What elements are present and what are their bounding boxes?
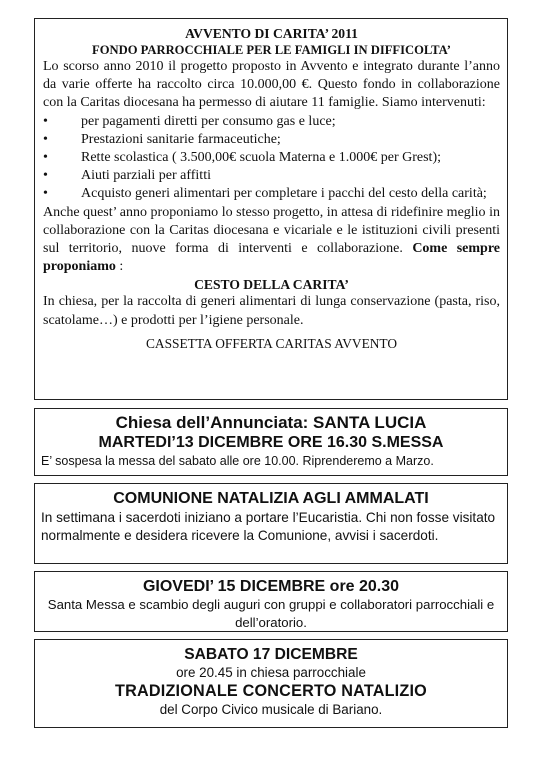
comunione-title: COMUNIONE NATALIZIA AGLI AMMALATI	[113, 490, 429, 507]
sabato-title: TRADIZIONALE CONCERTO NATALIZIO	[115, 682, 427, 700]
bullet-icon: •	[43, 113, 48, 129]
sabato-by: del Corpo Civico musicale di Bariano.	[159, 702, 383, 717]
bullet-icon: •	[43, 168, 48, 184]
caritas-title: AVVENTO DI CARITA’ 2011	[185, 26, 358, 41]
cesto-text: In chiesa, per la raccolta di generi alimentari di lunga conservazione (pasta, riso, scatolame…) e prodotti per l’igiene personale.	[43, 294, 500, 328]
cesto-title: CESTO DELLA CARITA’	[194, 277, 349, 293]
list-item: • Prestazioni sanitarie farmaceutiche;	[43, 131, 500, 149]
lucia-date: MARTEDI’13 DICEMBRE ORE 16.30 S.MESSA	[98, 434, 444, 451]
bullet-icon: •	[43, 131, 48, 147]
list-item: • per pagamenti diretti per consumo gas e luce;	[43, 113, 500, 131]
list-item: • Rette scolastica ( 3.500,00€ scuola Materna e 1.000€ per Grest);	[43, 149, 500, 167]
project-bold: Come sempre proponiamo	[43, 241, 501, 275]
sabato-box	[34, 639, 508, 728]
caritas-subtitle: FONDO PARROCCHIALE PER LE FAMIGLI IN DIFFICOLTA’	[92, 43, 451, 57]
list-item: • Aiuti parziali per affitti	[43, 167, 500, 185]
cassetta-text: CASSETTA OFFERTA CARITAS AVVENTO	[145, 335, 398, 351]
giovedi-box	[34, 571, 508, 632]
giovedi-text: Santa Messa e scambio degli auguri con gruppi e collaboratori parrocchiali e dell’oratorio.	[47, 597, 495, 630]
sabato-time: ore 20.45 in chiesa parrocchiale	[176, 665, 366, 680]
caritas-box	[34, 18, 508, 400]
lucia-note: E’ sospesa la messa del sabato alle ore 10.00. Riprenderemo a Marzo.	[41, 454, 434, 468]
caritas-intro: Lo scorso anno 2010 il progetto proposto in Avvento e integrato durante l’anno da varie offerte ha raccolto circa 10.000,00 €. Questo fondo in collaborazione con la Caritas diocesana ha permesso di aiutare 11 famiglie. Siamo intervenuti:	[43, 59, 500, 111]
list-item: • Acquisto generi alimentari per completare i pacchi del cesto della carità;	[43, 185, 500, 203]
comunione-text: In settimana i sacerdoti iniziano a portare l’Eucaristia. Chi non fosse visitato normalmente e desidera ricevere la Comunione, avvisi i sacerdoti.	[41, 510, 496, 543]
lucia-box	[34, 408, 508, 476]
bullet-icon: •	[43, 150, 48, 166]
giovedi-title: GIOVEDI’ 15 DICEMBRE ore 20.30	[142, 578, 400, 595]
lucia-title: Chiesa dell’Annunciata: SANTA LUCIA	[115, 413, 427, 432]
caritas-list	[43, 113, 500, 204]
sabato-date: SABATO 17 DICEMBRE	[184, 646, 358, 663]
comunione-box	[34, 483, 508, 564]
bullet-icon: •	[43, 186, 48, 202]
caritas-project: Anche quest’ anno proponiamo lo stesso progetto, in attesa di ridefinire meglio in collaborazione con la Caritas diocesana e vicariale e le istituzioni civili presenti sul territorio, nuove forma di interventi e collaborazione. Come sempre proponiamo :	[43, 204, 501, 275]
